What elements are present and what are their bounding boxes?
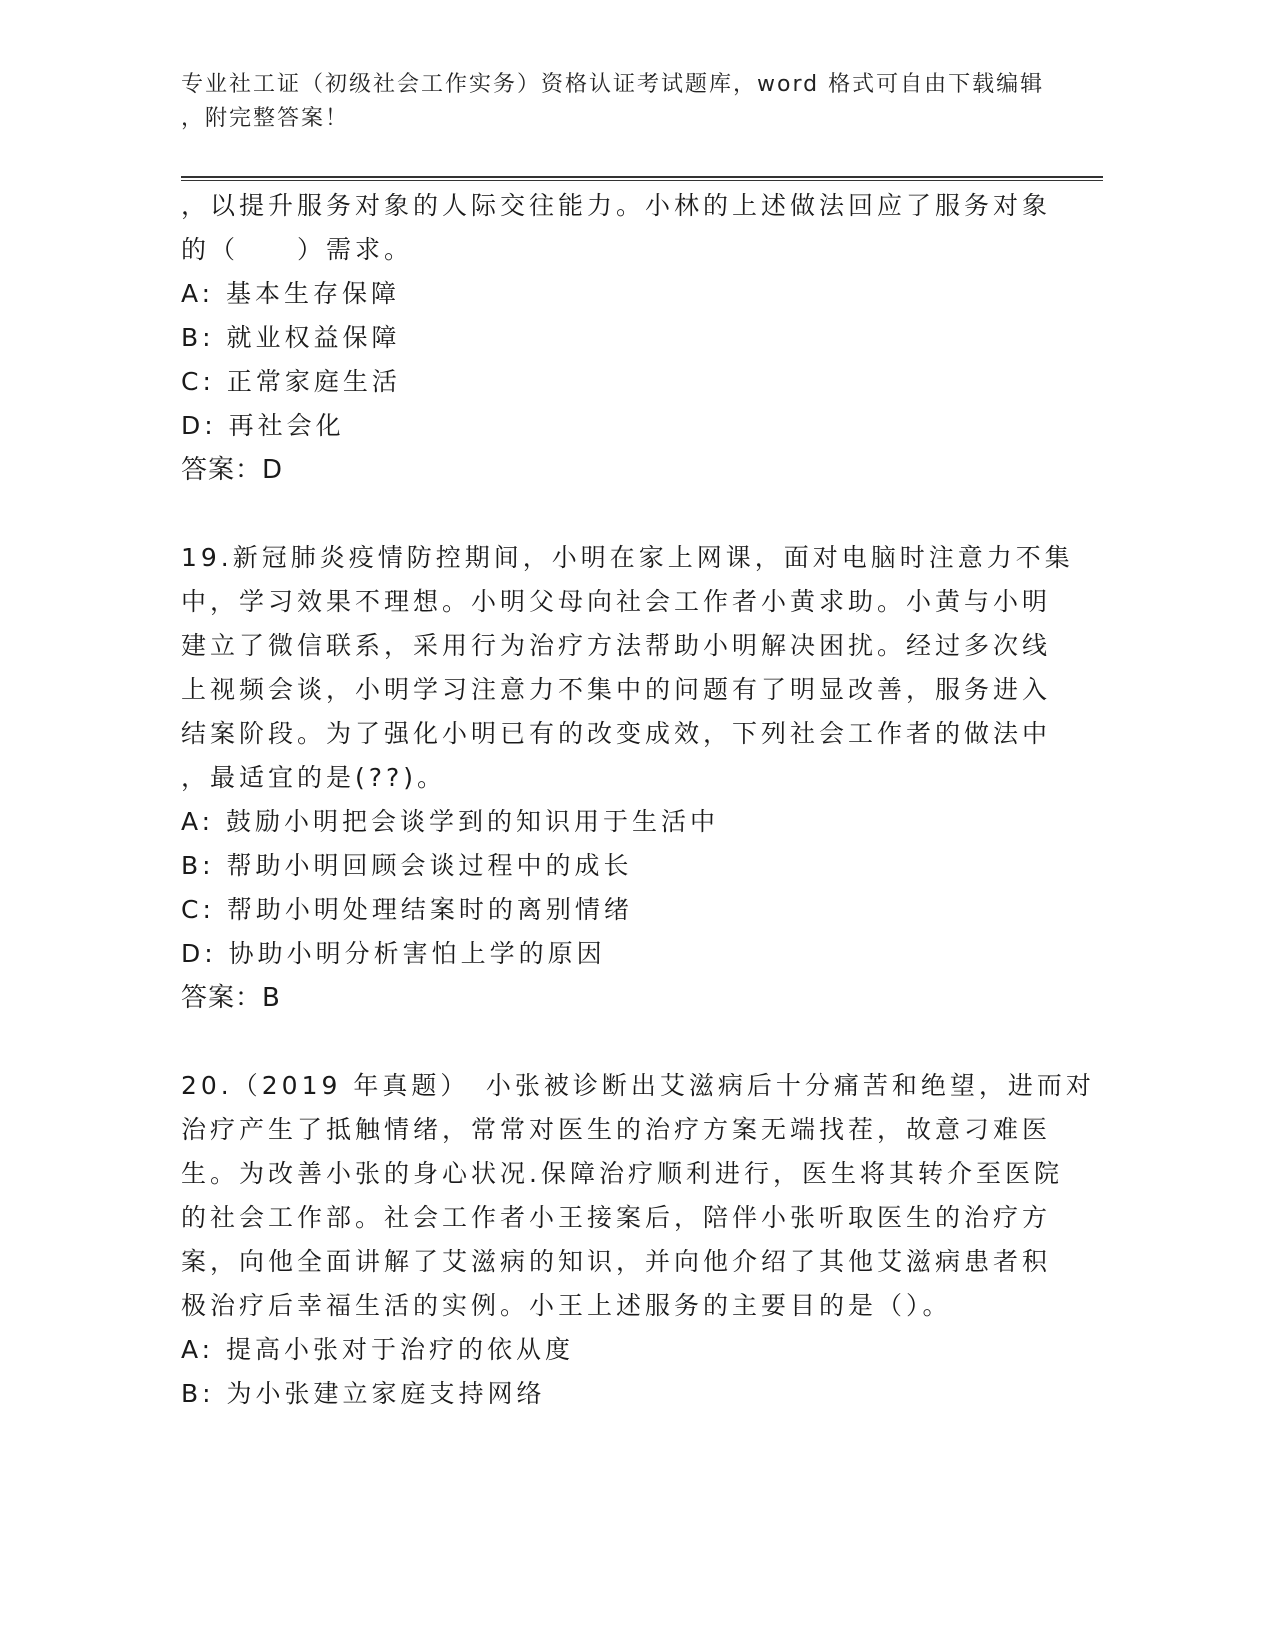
page-header [181,68,1081,136]
question-text-line: 极治疗后幸福生活的实例。小王上述服务的主要目的是（）。 [181,1291,952,1320]
question-content [181,184,1095,1416]
spacer [181,492,1051,536]
question-20 [181,1064,1095,1416]
question-text-line: 治疗产生了抵触情绪，常常对医生的治疗方案无端找茬，故意刁难医 [181,1115,1052,1144]
option-a: A: 基本生存保障 [181,279,401,308]
option-d: D: 再社会化 [181,411,345,440]
question-19 [181,536,1074,1020]
question-text-line: 的社会工作部。社会工作者小王接案后，陪伴小张听取医生的治疗方 [181,1203,1052,1232]
question-text-line: 案，向他全面讲解了艾滋病的知识，并向他介绍了其他艾滋病患者积 [181,1247,1052,1276]
option-c: C: 帮助小明处理结案时的离别情绪 [181,895,633,924]
option-a: A: 鼓励小明把会谈学到的知识用于生活中 [181,807,720,836]
question-text-line: ，最适宜的是(??)。 [181,763,447,792]
spacer [181,1020,1051,1064]
option-b: B: 就业权益保障 [181,323,401,352]
option-a: A: 提高小张对于治疗的依从度 [181,1335,575,1364]
question-text-line: 建立了微信联系，采用行为治疗方法帮助小明解决困扰。经过多次线 [181,631,1052,660]
header-divider [181,176,1103,181]
option-d: D: 协助小明分析害怕上学的原因 [181,939,606,968]
question-text-line: 结案阶段。为了强化小明已有的改变成效，下列社会工作者的做法中 [181,719,1052,748]
question-text-line: 的（ ）需求。 [181,235,414,264]
question-text-line: 中，学习效果不理想。小明父母向社会工作者小黄求助。小黄与小明 [181,587,1052,616]
header-line-1: 专业社工证（初级社会工作实务）资格认证考试题库，word 格式可自由下载编辑 [181,72,1045,97]
question-text-line: 上视频会谈，小明学习注意力不集中的问题有了明显改善，服务进入 [181,675,1052,704]
option-c: C: 正常家庭生活 [181,367,401,396]
question-text-line: 生。为改善小张的身心状况.保障治疗顺利进行，医生将其转介至医院 [181,1159,1063,1188]
header-line-2: ，附完整答案！ [181,106,350,131]
question-text-line: 20.（2019 年真题） 小张被诊断出艾滋病后十分痛苦和绝望，进而对 [181,1071,1095,1100]
question-text-line: ，以提升服务对象的人际交往能力。小林的上述做法回应了服务对象 [181,191,1052,220]
question-18 [181,184,1051,492]
option-b: B: 为小张建立家庭支持网络 [181,1379,546,1408]
question-text-line: 19.新冠肺炎疫情防控期间，小明在家上网课，面对电脑时注意力不集 [181,543,1074,572]
answer-label: 答案：D [181,455,284,485]
answer-label: 答案：B [181,983,281,1013]
option-b: B: 帮助小明回顾会谈过程中的成长 [181,851,633,880]
